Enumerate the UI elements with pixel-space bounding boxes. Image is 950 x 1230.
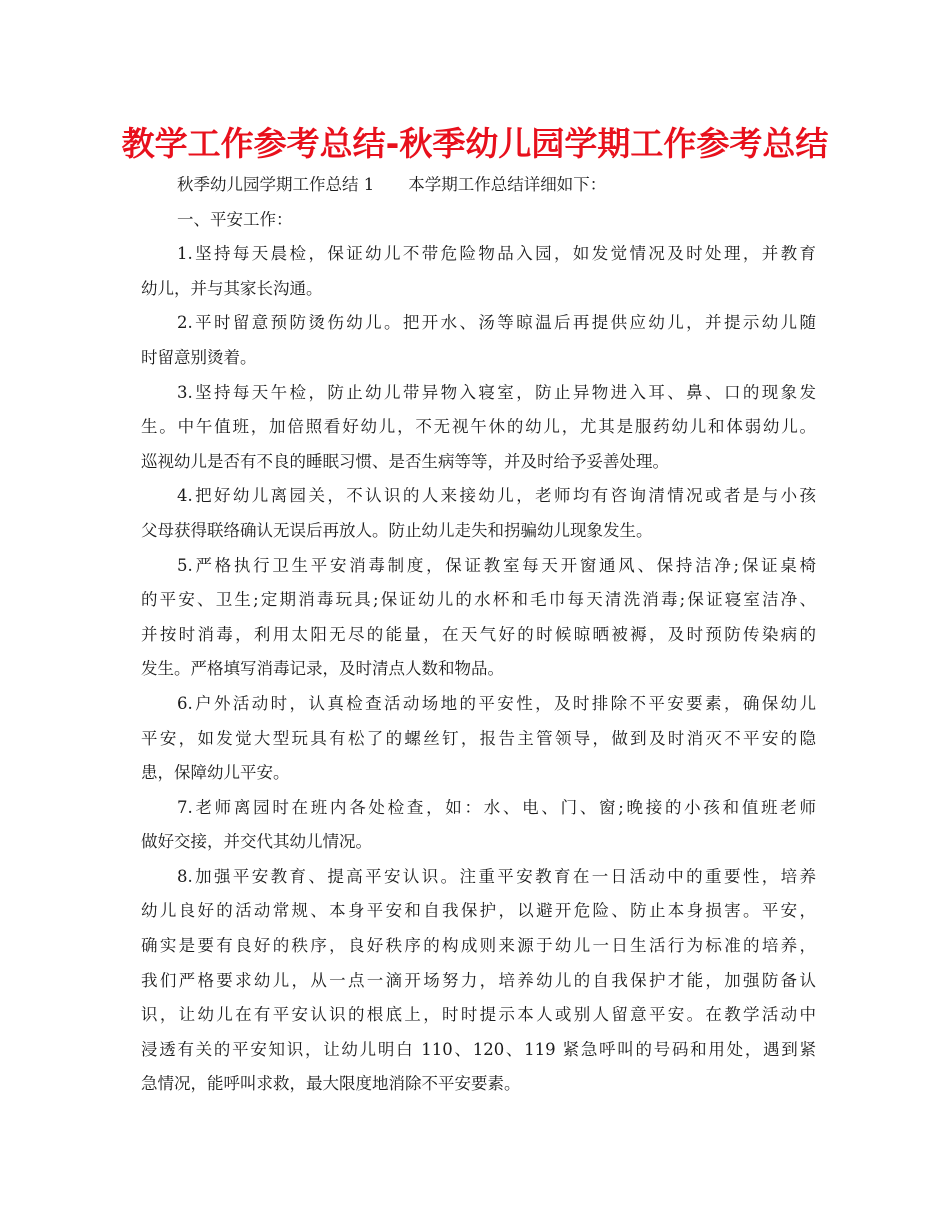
paragraph-line: 生。中午值班，加倍照看好幼儿，不无视午休的幼儿，尤其是服药幼儿和体弱幼儿。 — [141, 417, 816, 437]
intro-left: 秋季幼儿园学期工作总结 1 — [177, 175, 375, 194]
section-heading: 一、平安工作： — [177, 209, 293, 229]
paragraph-line: 识，让幼儿在有平安认识的根底上，时时提示本人或别人留意平安。在教学活动中 — [141, 1005, 816, 1025]
paragraph-line: 7.老师离园时在班内各处检查，如：水、电、门、窗;晚接的小孩和值班老师 — [177, 797, 816, 817]
paragraph-line: 5.严格执行卫生平安消毒制度，保证教室每天开窗通风、保持洁净;保证桌椅 — [177, 555, 816, 575]
paragraph-line: 3.坚持每天午检，防止幼儿带异物入寝室，防止异物进入耳、鼻、口的现象发 — [177, 382, 816, 402]
paragraph-line: 4.把好幼儿离园关，不认识的人来接幼儿，老师均有咨询清情况或者是与小孩 — [177, 486, 816, 506]
paragraph-line: 确实是要有良好的秩序，良好秩序的构成则来源于幼儿一日生活行为标准的培养， — [141, 936, 816, 956]
paragraph-line: 1.坚持每天晨检，保证幼儿不带危险物品入园，如发觉情况及时处理，并教育 — [177, 244, 816, 264]
intro-right: 本学期工作总结详细如下： — [408, 175, 607, 194]
paragraph-line: 8.加强平安教育、提高平安认识。注重平安教育在一日活动中的重要性，培养 — [177, 866, 816, 886]
document-body — [141, 168, 816, 1102]
paragraph-line: 浸透有关的平安知识，让幼儿明白 110、120、119 紧急呼叫的号码和用处，遇到紧 — [141, 1039, 816, 1059]
paragraph-line: 并按时消毒，利用太阳无尽的能量，在天气好的时候晾晒被褥，及时预防传染病的 — [141, 624, 816, 644]
paragraph-line: 幼儿，并与其家长沟通。 — [141, 278, 323, 298]
paragraph-line: 我们严格要求幼儿，从一点一滴开场努力，培养幼儿的自我保护才能，加强防备认 — [141, 970, 816, 990]
paragraph-line: 患，保障幼儿平安。 — [141, 763, 290, 783]
paragraph-line: 平安，如发觉大型玩具有松了的螺丝钉，报告主管领导，做到及时消灭不平安的隐 — [141, 728, 816, 748]
paragraph-line: 急情况，能呼叫求救，最大限度地消除不平安要素。 — [141, 1074, 521, 1094]
paragraph-line: 父母获得联络确认无误后再放人。防止幼儿走失和拐骗幼儿现象发生。 — [141, 520, 653, 540]
paragraph-line: 2.平时留意预防烫伤幼儿。把开水、汤等晾温后再提供应幼儿，并提示幼儿随 — [177, 313, 816, 333]
paragraph-line: 的平安、卫生;定期消毒玩具;保证幼儿的水杯和毛巾每天清洗消毒;保证寝室洁净、 — [141, 590, 816, 610]
paragraph-line: 做好交接，并交代其幼儿情况。 — [141, 832, 372, 852]
paragraph-line: 幼儿良好的活动常规、本身平安和自我保护，以避开危险、防止本身损害。平安， — [141, 901, 816, 921]
paragraph-line: 时留意别烫着。 — [141, 347, 257, 367]
document-title: 教学工作参考总结-秋季幼儿园学期工作参考总结 — [121, 124, 829, 163]
intro-line — [141, 168, 816, 203]
paragraph-line: 发生。严格填写消毒记录，及时清点人数和物品。 — [141, 659, 504, 679]
paragraph-line: 6.户外活动时，认真检查活动场地的平安性，及时排除不平安要素，确保幼儿 — [177, 693, 816, 713]
paragraph-line: 巡视幼儿是否有不良的睡眠习惯、是否生病等等，并及时给予妥善处理。 — [141, 451, 669, 471]
